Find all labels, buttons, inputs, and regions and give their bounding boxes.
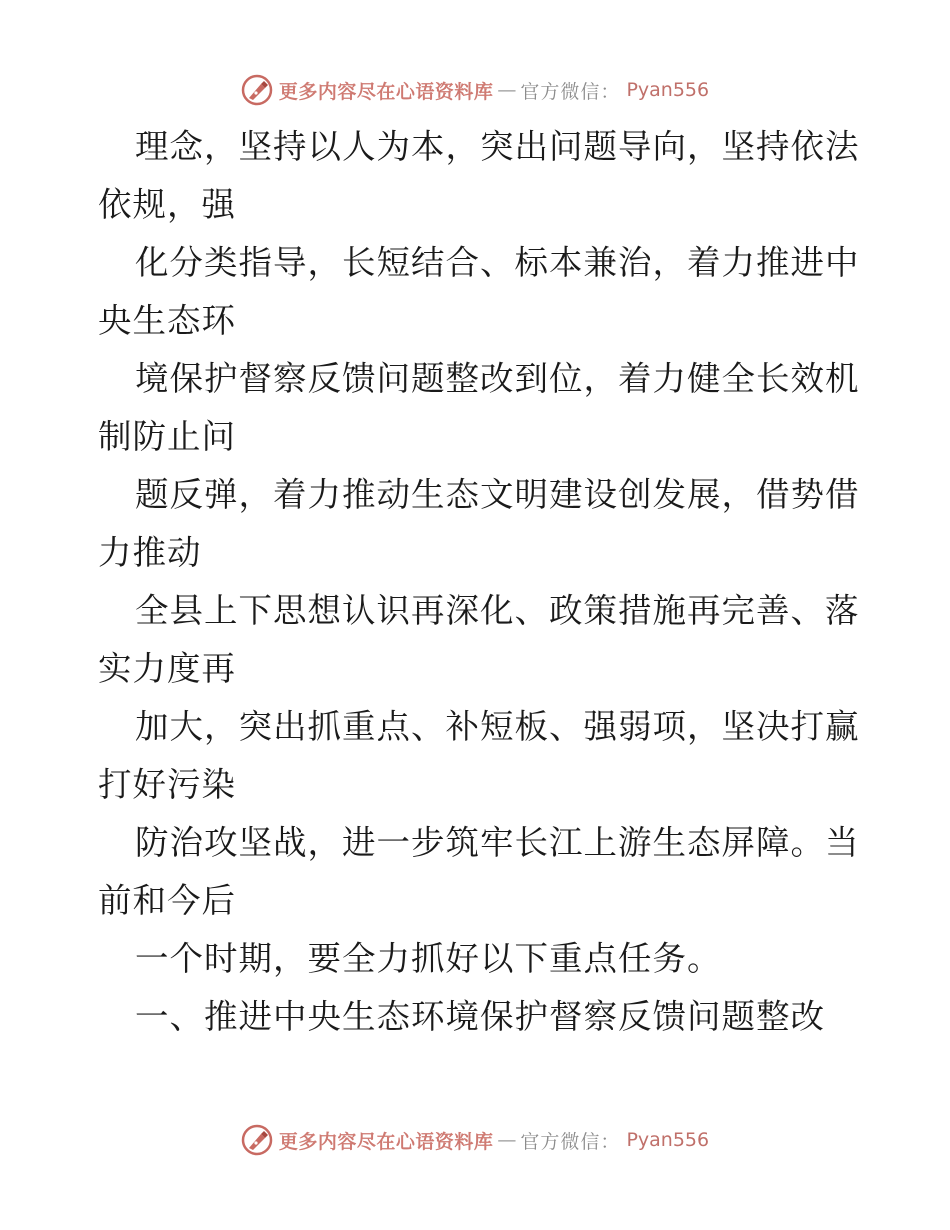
text-line: 全县上下思想认识再深化、政策措施再完善、落 — [135, 591, 860, 630]
watermark-dash: — — [497, 79, 517, 101]
text-line: 境保护督察反馈问题整改到位，着力健全长效机 — [135, 359, 860, 398]
text-line: 题反弹，着力推动生态文明建设创发展，借势借 — [135, 475, 860, 514]
header-watermark — [0, 70, 950, 110]
text-line: 打好污染 — [98, 765, 236, 804]
text-line: 化分类指导，长短结合、标本兼治，着力推进中 — [135, 243, 860, 282]
text-line: 理念，坚持以人为本，突出问题导向，坚持依法 — [135, 127, 860, 166]
watermark-wechat-id: Pyan556 — [626, 79, 710, 101]
text-line: 实力度再 — [98, 649, 236, 688]
text-line: 制防止问 — [98, 417, 236, 456]
text-line: 依规，强 — [98, 185, 236, 224]
text-line: 防治攻坚战，进一步筑牢长江上游生态屏障。当 — [135, 823, 860, 862]
footer-watermark — [0, 1120, 950, 1160]
pen-nib-logo-icon — [241, 74, 273, 106]
text-line: 一个时期，要全力抓好以下重点任务。 — [135, 939, 722, 978]
text-line: 加大，突出抓重点、补短板、强弱项，坚决打赢 — [135, 707, 860, 746]
document-body — [98, 118, 858, 1046]
watermark-wechat-id: Pyan556 — [626, 1129, 710, 1151]
watermark-label: 官方微信： — [520, 80, 621, 103]
pen-nib-logo-icon — [241, 1124, 273, 1156]
text-line: 前和今后 — [98, 881, 236, 920]
watermark-brand: 更多内容尽在心语资料库 — [278, 80, 494, 103]
watermark-brand: 更多内容尽在心语资料库 — [278, 1130, 494, 1153]
text-line: 央生态环 — [98, 301, 236, 340]
watermark-label: 官方微信： — [520, 1130, 621, 1153]
section-heading: 一、推进中央生态环境保护督察反馈问题整改 — [135, 997, 825, 1036]
text-line: 力推动 — [98, 533, 202, 572]
watermark-dash: — — [497, 1129, 517, 1151]
